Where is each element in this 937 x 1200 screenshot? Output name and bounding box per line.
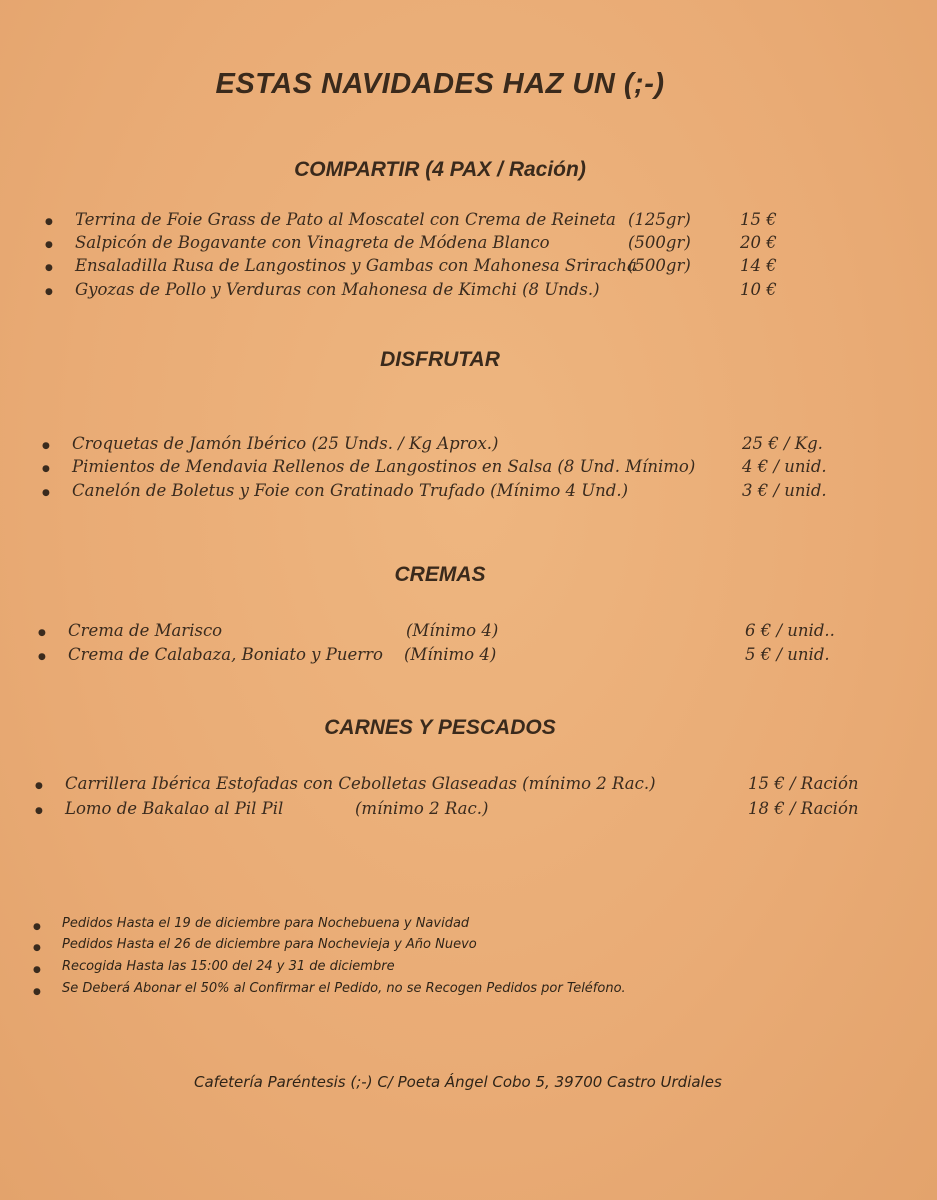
item-price: 20 € <box>740 233 777 252</box>
item-quantity: (500gr) <box>628 233 691 252</box>
item-name: Pimientos de Mendavia Rellenos de Langostinos en Salsa (8 Und. Mínimo) <box>72 457 696 476</box>
item-price: 5 € / unid. <box>745 645 830 664</box>
item-name: Croquetas de Jamón Ibérico (25 Unds. / Kg Aprox.) <box>72 434 499 453</box>
item-price: 6 € / unid.. <box>745 621 835 640</box>
bullet-icon: ● <box>38 628 46 638</box>
item-name: Ensaladilla Rusa de Langostinos y Gambas con Mahonesa Sriracha <box>75 256 637 275</box>
note-text: Pedidos Hasta el 19 de diciembre para Nochebuena y Navidad <box>62 916 470 931</box>
item-quantity: (Mínimo 4) <box>404 645 497 664</box>
section-heading-cremas: CREMAS <box>394 563 486 586</box>
item-price: 15 € / Ración <box>748 774 859 793</box>
section-heading-compartir: COMPARTIR (4 PAX / Ración) <box>294 158 586 181</box>
menu-title: ESTAS NAVIDADES HAZ UN (;-) <box>215 68 665 100</box>
item-name: Canelón de Boletus y Foie con Gratinado Trufado (Mínimo 4 Und.) <box>72 481 629 500</box>
item-name: Crema de Marisco <box>68 621 223 640</box>
item-quantity: (500gr) <box>628 256 691 275</box>
item-quantity: (Mínimo 4) <box>406 621 499 640</box>
item-name: Crema de Calabaza, Boniato y Puerro <box>68 645 383 664</box>
item-price: 14 € <box>740 256 777 275</box>
item-price: 25 € / Kg. <box>742 434 823 453</box>
bullet-icon: ● <box>42 464 50 474</box>
bullet-icon: ● <box>33 965 41 975</box>
item-price: 18 € / Ración <box>748 799 859 818</box>
item-name: Terrina de Foie Grass de Pato al Moscatel con Crema de Reineta <box>75 210 616 229</box>
item-name: Carrillera Ibérica Estofadas con Cebolletas Glaseadas (mínimo 2 Rac.) <box>65 774 656 793</box>
bullet-icon: ● <box>33 922 41 932</box>
item-name: Salpicón de Bogavante con Vinagreta de Módena Blanco <box>75 233 550 252</box>
section-heading-disfrutar: DISFRUTAR <box>380 348 500 371</box>
item-price: 3 € / unid. <box>742 481 827 500</box>
item-price: 10 € <box>740 280 777 299</box>
bullet-icon: ● <box>45 240 53 250</box>
note-text: Se Deberá Abonar el 50% al Confirmar el Pedido, no se Recogen Pedidos por Teléfono. <box>62 981 626 996</box>
bullet-icon: ● <box>35 806 43 816</box>
item-quantity: (125gr) <box>628 210 691 229</box>
item-name: Gyozas de Pollo y Verduras con Mahonesa de Kimchi (8 Unds.) <box>75 280 600 299</box>
bullet-icon: ● <box>42 441 50 451</box>
bullet-icon: ● <box>45 287 53 297</box>
bullet-icon: ● <box>38 652 46 662</box>
bullet-icon: ● <box>33 987 41 997</box>
bullet-icon: ● <box>45 263 53 273</box>
note-text: Pedidos Hasta el 26 de diciembre para Nochevieja y Año Nuevo <box>62 937 477 952</box>
item-name: Lomo de Bakalao al Pil Pil <box>65 799 284 818</box>
section-heading-carnes: CARNES Y PESCADOS <box>324 716 556 739</box>
item-quantity: (mínimo 2 Rac.) <box>355 799 489 818</box>
bullet-icon: ● <box>33 943 41 953</box>
bullet-icon: ● <box>45 217 53 227</box>
note-text: Recogida Hasta las 15:00 del 24 y 31 de diciembre <box>62 959 395 974</box>
footer-address: Cafetería Paréntesis (;-) C/ Poeta Ángel Cobo 5, 39700 Castro Urdiales <box>194 1073 722 1091</box>
item-price: 15 € <box>740 210 777 229</box>
bullet-icon: ● <box>35 781 43 791</box>
bullet-icon: ● <box>42 488 50 498</box>
item-price: 4 € / unid. <box>742 457 827 476</box>
